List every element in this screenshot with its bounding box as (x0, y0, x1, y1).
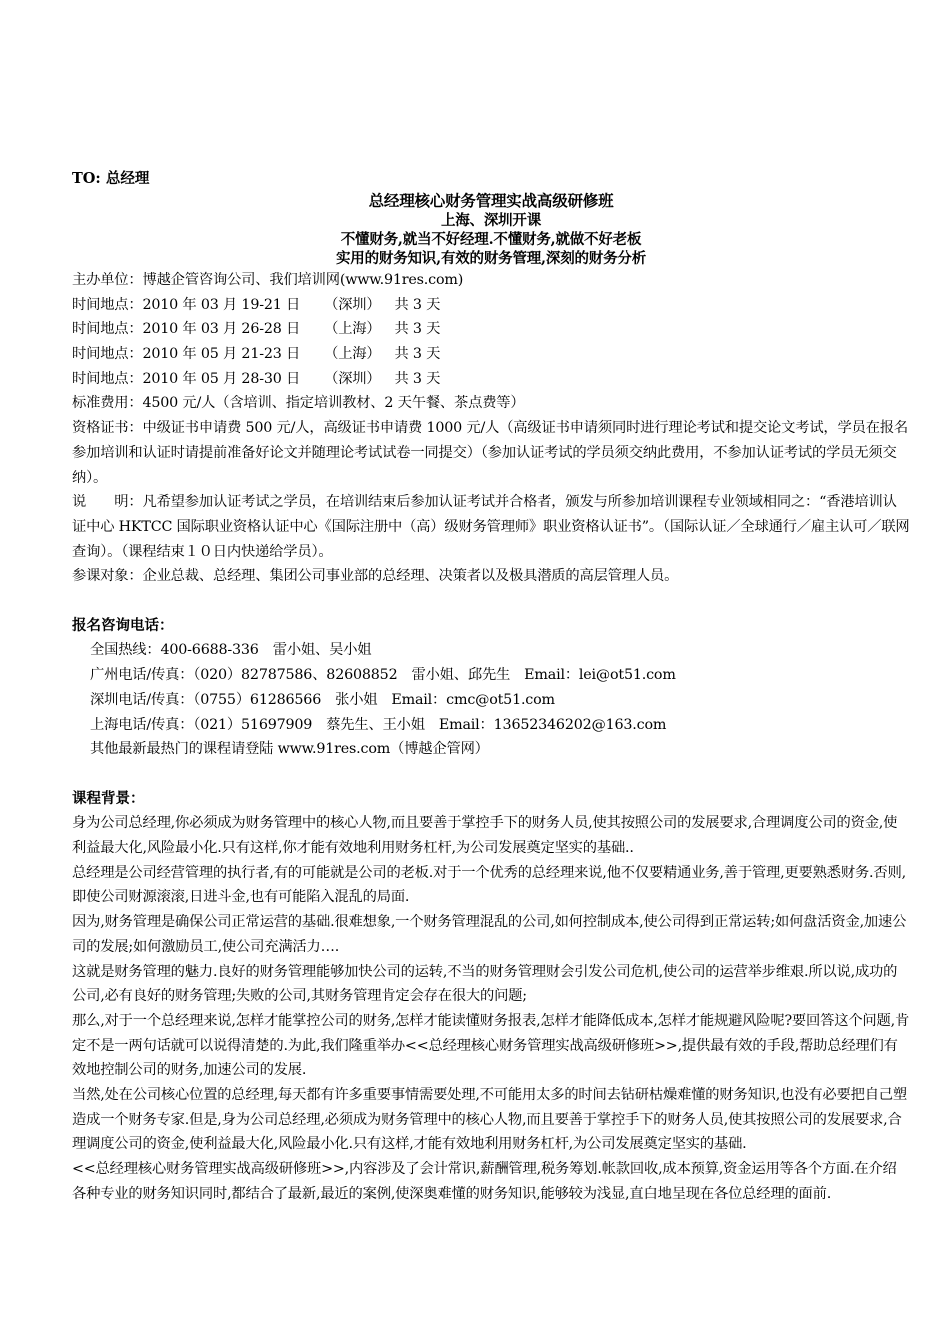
background-paragraph: 那么,对于一个总经理来说,怎样才能掌控公司的财务,怎样才能读懂财务报表,怎样才能降低成本,怎样才能规避风险呢?要回答这个问题,肯定不是一两句话就可以说得清楚的.为此,我们隆重举办<<总经理核心财务管理实战高级研修班>>,提供最有效的手段,帮助总经理们有效地控制公司的财务,加速公司的发展. (72, 1012, 910, 1079)
session-days: 共 3 天 (394, 346, 441, 363)
session-date: 2010 年 03 月 19-21 日 (142, 296, 301, 313)
email-link[interactable]: Email：lei@ot51.com (524, 667, 676, 684)
slogan-line-1: 不懂财务,就当不好经理.不懂财务,就做不好老板 (340, 231, 642, 248)
background-paragraph: 身为公司总经理,你必须成为财务管理中的核心人物,而且要善于掌控手下的财务人员,使其按照公司的发展要求,合理调度公司的资金,使利益最大化,风险最小化.只有这样,你才能有效地利用财务杠杆,为公司发展奠定坚实的基础.. (72, 815, 898, 857)
shanghai-contact-line: 上海电话/传真：（021）51697909 蔡先生、王小姐 Email：13652346202@163.com (90, 716, 667, 733)
spacer (72, 762, 910, 787)
session-days: 共 3 天 (394, 321, 441, 338)
website-line: 其他最新最热门的课程请登陆 www.91res.com（博越企管网） (90, 741, 489, 758)
session-date: 2010 年 05 月 28-30 日 (142, 370, 301, 387)
background-paragraph: 这就是财务管理的魅力.良好的财务管理能够加快公司的运转,不当的财务管理财会引发公司危机,使公司的运营举步维艰.所以说,成功的公司,必有良好的财务管理;失败的公司,其财务管理肯定会存在很大的问题; (72, 963, 898, 1005)
session-city: （上海） (324, 321, 381, 338)
course-title: 总经理核心财务管理实战高级研修班 (368, 191, 614, 210)
background-paragraph: <<总经理核心财务管理实战高级研修班>>,内容涉及了会计常识,薪酬管理,税务筹划.帐款回收,成本预算,资金运用等各个方面.在介绍各种专业的财务知识同时,都结合了最新,最近的案例,使深奥难懂的财务知识,能够较为浅显,直白地呈现在各位总经理的面前. (72, 1161, 897, 1202)
contact-heading: 报名咨询电话： (72, 616, 174, 634)
session-line (72, 317, 910, 342)
spacer (72, 589, 910, 614)
audience-line: 参课对象：企业总裁、总经理、集团公司事业部的总经理、决策者以及极具潜质的高层管理人员。 (72, 568, 679, 585)
certificate-paragraph: 资格证书：中级证书申请费 500 元/人，高级证书申请费 1000 元/人（高级证书申请须同时进行理论考试和提交论文考试，学员在报名参加培训和认证时请提前准备好论文并随理论考试试卷一同提交）（参加认证考试的学员须交纳此费用，不参加认证考试的学员无须交纳）。 (72, 420, 909, 486)
organizer-line: 主办单位：博越企管咨询公司、我们培训网(www.91res.com) (72, 272, 464, 288)
session-days: 共 3 天 (394, 296, 441, 313)
session-days: 共 3 天 (394, 370, 441, 387)
course-subtitle: 上海、深圳开课 (440, 212, 542, 229)
session-line (72, 367, 910, 392)
session-city: （深圳） (324, 370, 381, 387)
document-body (72, 168, 910, 1207)
hotline-line: 全国热线：400-6688-336 雷小姐、吴小姐 (90, 642, 372, 659)
note-paragraph: 说 明：凡希望参加认证考试之学员，在培训结束后参加认证考试并合格者，颁发与所参加培训课程专业领域相同之：“香港培训认证中心 HKTCC 国际职业资格认证中心《国际注册中（高）级财务管理师》职业资格认证书”。（国际认证／全球通行／雇主认可／联网查询）。（课程结束１０日内快递给学员）。 (72, 494, 910, 560)
shenzhen-contact-line: 深圳电话/传真：（0755）61286566 张小姐 Email：cmc@ot51.com (90, 691, 555, 708)
session-line (72, 293, 910, 318)
session-label: 时间地点： (72, 321, 143, 338)
session-line (72, 342, 910, 367)
session-date: 2010 年 03 月 26-28 日 (142, 321, 301, 338)
slogan-line-2: 实用的财务知识,有效的财务管理,深刻的财务分析 (336, 250, 646, 267)
session-label: 时间地点： (72, 346, 143, 363)
background-paragraph: 当然,处在公司核心位置的总经理,每天都有许多重要事情需要处理,不可能用太多的时间去钻研枯燥难懂的财务知识,也没有必要把自己塑造成一个财务专家.但是,身为公司总经理,必须成为财务管理中的核心人物,而且要善于掌控手下的财务人员,使其按照公司的发展要求,合理调度公司的资金,使利益最大化,风险最小化.只有这样,才能有效地利用财务杠杆,为公司发展奠定坚实的基础. (72, 1087, 907, 1153)
background-heading: 课程背景： (72, 789, 145, 807)
session-label: 时间地点： (72, 296, 143, 313)
session-city: （深圳） (324, 296, 381, 313)
guangzhou-contact-line: 广州电话/传真：（020）82787586、82608852 雷小姐、邱先生 Email：lei@ot51.com (90, 667, 676, 684)
email-link[interactable]: Email：cmc@ot51.com (391, 691, 555, 708)
session-date: 2010 年 05 月 21-23 日 (142, 346, 301, 363)
background-paragraph: 总经理是公司经营管理的执行者,有的可能就是公司的老板.对于一个优秀的总经理来说,他不仅要精通业务,善于管理,更要熟悉财务.否则,即使公司财源滚滚,日进斗金,也有可能陷入混乱的局面. (72, 864, 906, 906)
recipient-line: TO: 总经理 (72, 170, 150, 187)
email-link[interactable]: Email：13652346202@163.com (438, 716, 667, 733)
session-city: （上海） (324, 346, 381, 363)
session-label: 时间地点： (72, 370, 143, 387)
background-paragraph: 因为,财务管理是确保公司正常运营的基础.很难想象,一个财务管理混乱的公司,如何控制成本,使公司得到正常运转;如何盘活资金,加速公司的发展;如何激励员工,使公司充满活力…. (72, 914, 907, 955)
fee-line: 标准费用：4500 元/人（含培训、指定培训教材、2 天午餐、茶点费等） (72, 395, 525, 412)
